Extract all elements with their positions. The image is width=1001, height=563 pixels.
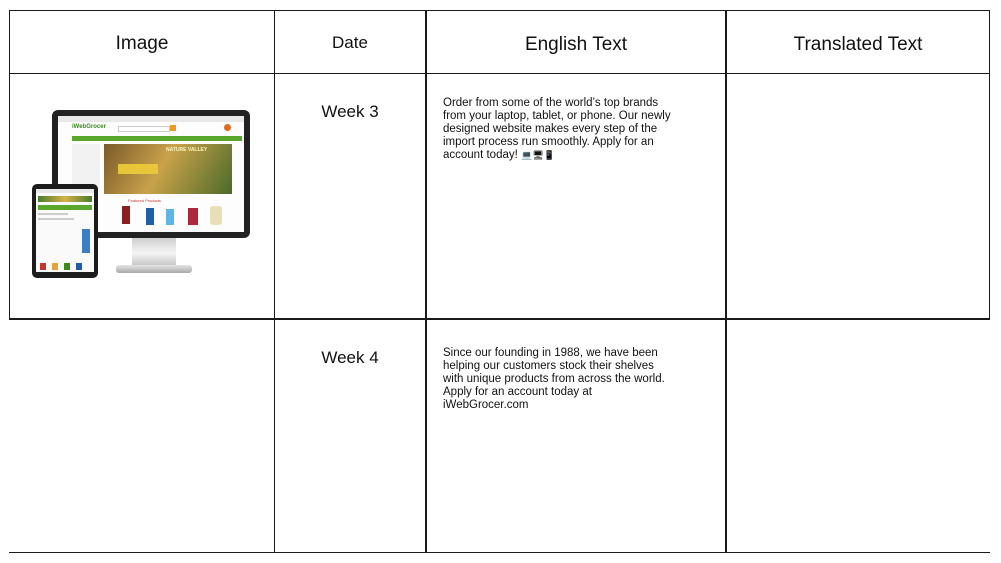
row2-date: Week 4: [321, 348, 379, 367]
header-english-text: English Text: [524, 34, 628, 55]
col-divider-2: [425, 10, 427, 552]
row2-line-1: Since our founding in 1988, we have been: [443, 347, 658, 359]
row1-line-1: Order from some of the world’s top brands: [443, 97, 659, 109]
device-mockup-image: [28, 106, 256, 286]
col-divider-1: [274, 10, 275, 552]
row2-line-4: Apply for an account today at: [443, 386, 592, 398]
row1-bottom-border: [9, 318, 990, 320]
site-logo: iWebGrocer: [72, 124, 106, 130]
monitor-stand: [132, 238, 176, 268]
device-emoji: 💻🖥📱: [521, 150, 555, 160]
header-date: Date: [332, 33, 368, 52]
row2-line-5: iWebGrocer.com: [443, 399, 529, 411]
table-right-border: [989, 10, 990, 318]
table-left-border: [9, 10, 10, 318]
row2-line-2: helping our customers stock their shelves: [443, 360, 654, 372]
row1-english-text: [443, 97, 705, 162]
row1-line-5: account today! 💻🖥📱: [443, 149, 555, 161]
monitor-screen: iWebGrocer NATURE VALLEY Featured Products: [58, 116, 244, 232]
row1-date: Week 3: [321, 102, 379, 121]
table-bottom-border: [9, 552, 990, 553]
col-divider-3: [725, 10, 727, 552]
header-translated-text: Translated Text: [793, 34, 923, 55]
monitor-base: [116, 265, 192, 273]
header-bottom-border: [9, 73, 990, 74]
row1-line-3: designed website makes every step of the: [443, 123, 658, 135]
table-top-border: [9, 10, 990, 11]
header-image: Image: [115, 33, 169, 54]
row2-line-3: with unique products from across the world.: [443, 373, 665, 385]
row1-line-4: import process run smoothly. Apply for an: [443, 136, 654, 148]
row2-english-text: [443, 347, 705, 412]
tablet: [32, 184, 98, 278]
tablet-screen: [36, 189, 94, 272]
row1-line-2: from your laptop, tablet, or phone. Our newly: [443, 110, 671, 122]
